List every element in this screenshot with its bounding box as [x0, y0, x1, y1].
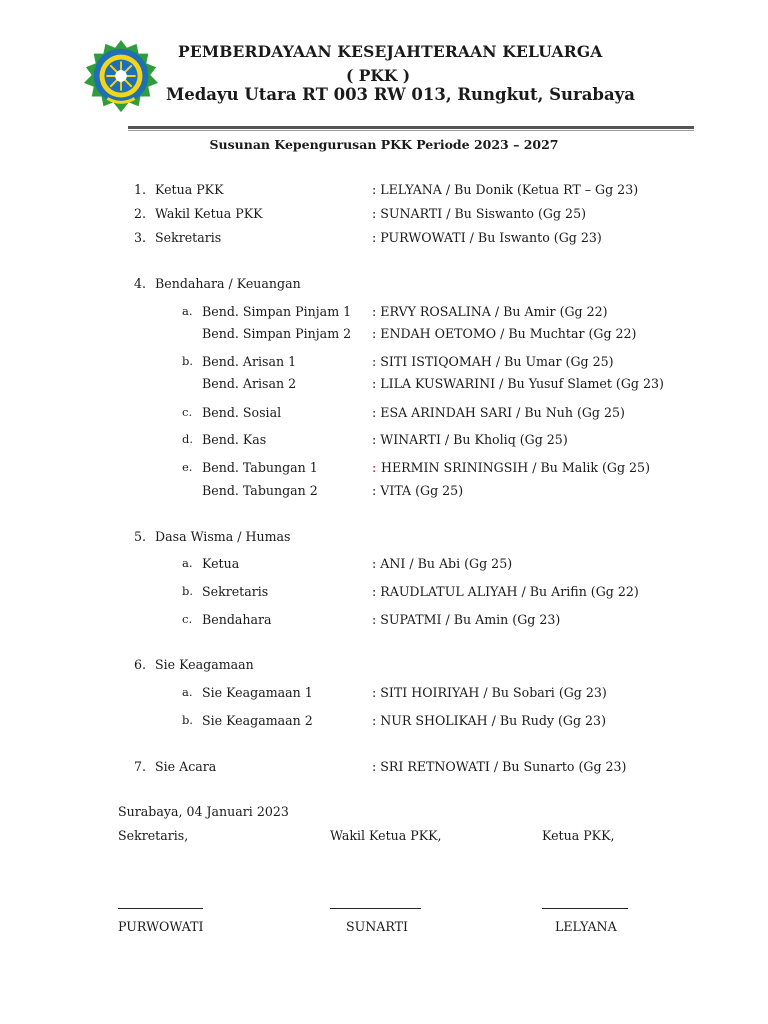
role-label: Bend. Sosial [202, 405, 282, 420]
item-number: 1. [134, 182, 147, 197]
sub-letter: b. [182, 713, 194, 727]
item-number: 7. [134, 759, 147, 774]
member-value: : WINARTI / Bu Kholiq (Gg 25) [372, 432, 568, 447]
org-address: Medayu Utara RT 003 RW 013, Rungkut, Surabaya [166, 85, 635, 104]
red-colon: : [372, 460, 377, 475]
role-label: Sie Keagamaan 2 [202, 713, 313, 728]
role-label: Bend. Arisan 2 [202, 376, 297, 391]
sub-letter: c. [182, 612, 193, 626]
signer-role-chair: Ketua PKK, [542, 828, 615, 843]
member-value: : SITI HOIRIYAH / Bu Sobari (Gg 23) [372, 685, 607, 700]
member-value: : PURWOWATI / Bu Iswanto (Gg 23) [372, 230, 602, 245]
member-value: : NUR SHOLIKAH / Bu Rudy (Gg 23) [372, 713, 606, 728]
sub-letter: b. [182, 354, 194, 368]
role-label: Wakil Ketua PKK [155, 206, 263, 221]
sub-letter: a. [182, 685, 193, 699]
item-number: 6. [134, 657, 147, 672]
role-label: Bend. Simpan Pinjam 2 [202, 326, 352, 341]
signer-name-vice-chair: SUNARTI [346, 919, 408, 934]
header-rule [128, 126, 694, 129]
role-label: Sekretaris [202, 584, 269, 599]
role-label: Ketua [202, 556, 240, 571]
member-value: : VITA (Gg 25) [372, 483, 464, 498]
header-rule-thin [128, 130, 694, 131]
member-value: : SITI ISTIQOMAH / Bu Umar (Gg 25) [372, 354, 614, 369]
sub-letter: c. [182, 405, 193, 419]
role-label: Bend. Simpan Pinjam 1 [202, 304, 352, 319]
item-number: 2. [134, 206, 147, 221]
signer-name-chair: LELYANA [555, 919, 617, 934]
sub-letter: a. [182, 556, 193, 570]
item-number: 5. [134, 529, 147, 544]
role-label: Bend. Tabungan 1 [202, 460, 318, 475]
role-label: Ketua PKK [155, 182, 224, 197]
member-value: HERMIN SRININGSIH / Bu Malik (Gg 25) [381, 460, 650, 475]
member-value: : ERVY ROSALINA / Bu Amir (Gg 22) [372, 304, 608, 319]
sub-letter: e. [182, 460, 193, 474]
role-label: Bend. Kas [202, 432, 267, 447]
org-title: PEMBERDAYAAN KESEJAHTERAAN KELUARGA [178, 42, 603, 61]
section-label: Dasa Wisma / Humas [155, 529, 291, 544]
document-title: Susunan Kepengurusan PKK Periode 2023 – 2027 [209, 137, 559, 152]
sub-letter: d. [182, 432, 194, 446]
pkk-emblem-icon [82, 38, 160, 116]
sub-letter: a. [182, 304, 193, 318]
role-label: Sie Keagamaan 1 [202, 685, 313, 700]
member-value: : RAUDLATUL ALIYAH / Bu Arifin (Gg 22) [372, 584, 639, 599]
member-value: : ANI / Bu Abi (Gg 25) [372, 556, 513, 571]
role-label: Sekretaris [155, 230, 222, 245]
sub-letter: b. [182, 584, 194, 598]
item-number: 3. [134, 230, 147, 245]
item-number: 4. [134, 276, 147, 291]
org-abbreviation: ( PKK ) [346, 66, 411, 85]
member-value: : LELYANA / Bu Donik (Ketua RT – Gg 23) [372, 182, 639, 197]
member-value: : LILA KUSWARINI / Bu Yusuf Slamet (Gg 23) [372, 376, 664, 391]
signer-role-vice-chair: Wakil Ketua PKK, [330, 828, 442, 843]
role-label: Sie Acara [155, 759, 217, 774]
role-label: Bend. Arisan 1 [202, 354, 297, 369]
signature-line [118, 908, 203, 909]
member-value: : ESA ARINDAH SARI / Bu Nuh (Gg 25) [372, 405, 625, 420]
signature-line [542, 908, 628, 909]
role-label: Bend. Tabungan 2 [202, 483, 318, 498]
signature-line [330, 908, 421, 909]
member-value: : SUNARTI / Bu Siswanto (Gg 25) [372, 206, 586, 221]
signer-role-secretary: Sekretaris, [118, 828, 189, 843]
member-value: : SRI RETNOWATI / Bu Sunarto (Gg 23) [372, 759, 627, 774]
section-label: Sie Keagamaan [155, 657, 254, 672]
section-label: Bendahara / Keuangan [155, 276, 301, 291]
signer-name-secretary: PURWOWATI [118, 919, 204, 934]
member-value: : SUPATMI / Bu Amin (Gg 23) [372, 612, 561, 627]
place-date: Surabaya, 04 Januari 2023 [118, 804, 289, 819]
member-value: : ENDAH OETOMO / Bu Muchtar (Gg 22) [372, 326, 637, 341]
role-label: Bendahara [202, 612, 272, 627]
